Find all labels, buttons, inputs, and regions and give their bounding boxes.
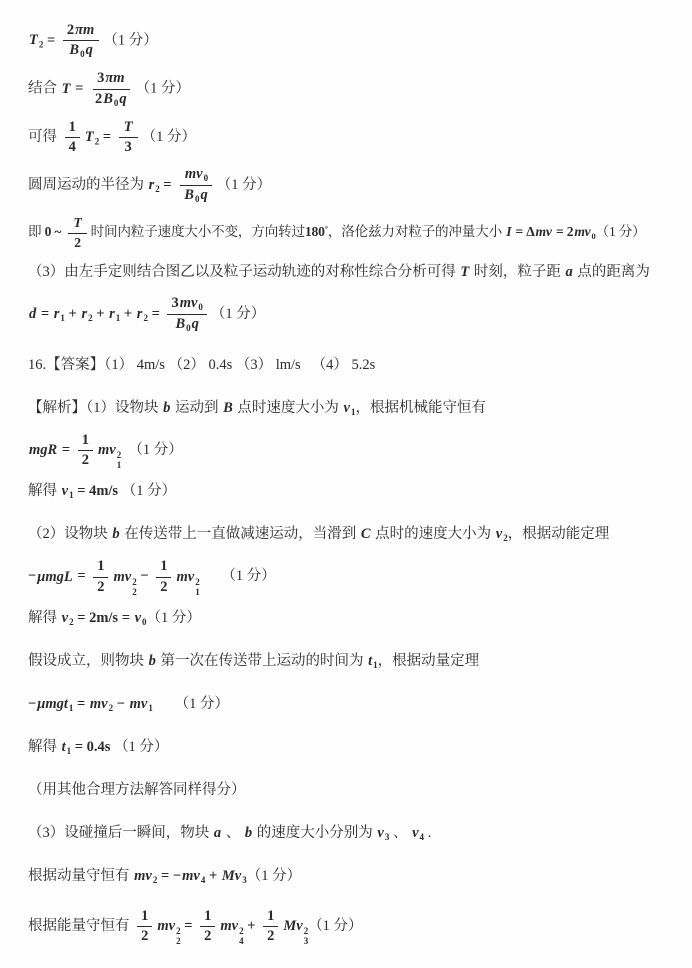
fraction: $\frac{3mv_0}{B_0q}$ — [167, 295, 206, 334]
fraction: $\frac{T}{2}$ — [68, 215, 86, 251]
fraction: $\frac{mv_0}{B_0q}$ — [179, 166, 212, 205]
formula-momentum-conservation: 根据动量守恒有 $mv_2 = -mv_4 + Mv_3(1$ 分） — [28, 867, 302, 885]
formula-distance-d: $d = r_1 + r_2 + r_1 + r_2$ = $\frac{3mv_0}{B_0q}$ （1 分） — [29, 295, 266, 334]
fraction: $\frac{1}{2}$ — [263, 908, 278, 946]
formula-momentum-theorem: $-\mu mgt_1 = mv_2 - mv_1$ （1 分） — [28, 696, 229, 714]
fraction: $\frac{1}{2}$ — [137, 908, 152, 946]
fraction: $\frac{1}{2}$ — [93, 558, 108, 596]
formula-mechanical-energy: mgR = $\frac{1}{2}$ mv 2 1 （1 分） — [29, 431, 183, 470]
text-assumption: 假设成立，则物块 b 第一次在传送带上运动的时间为 $t_1$，根据动量定理 — [28, 653, 480, 671]
q16-analysis-part1-intro: 【解析】（1）设物块 b 运动到 B 点时速度大小为 $v_1$，根据机械能守恒有 — [28, 399, 486, 417]
formula-period-t2: $T_2$ = $\frac{2\pi m}{B_0q}$ （1 分） — [29, 22, 158, 60]
fraction: $\frac{1}{2}$ — [156, 558, 171, 596]
formula-radius-r2: 圆周运动的半径为 $r_2$ = $\frac{mv_0}{B_0q}$ （1 分） — [28, 166, 272, 205]
q16-answer-line: 16.【答案】（1） 4m/s （2） 0.4s （3） lm/s （4） 5.2s — [28, 357, 376, 374]
fraction: $\frac{2\pi m}{B_0q}$ — [63, 22, 99, 60]
fraction: $\frac{1}{4}$ — [65, 119, 80, 157]
fraction: $\frac{1}{2}$ — [78, 432, 93, 470]
text-part2-intro: （2）设物块 b 在传送带上一直做减速运动，当滑到 C 点时的速度大小为 $v_2$，根据动能定理 — [28, 526, 610, 544]
fraction: $\frac{T}{3}$ — [119, 119, 138, 157]
formula-energy-conservation: 根据能量守恒有 $\frac{1}{2}$ mv 2 2 = $\frac{1}{2}$ mv 2 4 + $\frac{1}{2}$ Mv 2 3 （1 分） — [28, 907, 363, 946]
fraction: $\frac{3\pi m}{2B_0q}$ — [91, 70, 132, 108]
note-alternative-method: （用其他合理方法解答同样得分） — [28, 782, 246, 799]
result-t1: 解得 $t_1 = 0.4s$ （1 分） — [28, 739, 169, 757]
result-v2: 解得 $v_2 = 2m/s = v_0(1$ 分） — [28, 609, 201, 628]
formula-quarter-t2: 可得 $\frac{1}{4}$ $T_2$ = $\frac{T}{3}$ （1 分） — [28, 118, 196, 156]
formula-combined-period: 结合 T = $\frac{3\pi m}{2B_0q}$ （1 分） — [28, 70, 191, 108]
fraction: $\frac{1}{2}$ — [200, 908, 215, 946]
formula-work-energy-theorem: −μmgL = $\frac{1}{2}$ mv 2 2 − $\frac{1}{2}$ mv 2 1 （1 分） — [28, 558, 276, 597]
result-v1: 解得 $v_1 = 4m/s$ （1 分） — [28, 483, 177, 501]
text-impulse-statement: 即 0 ~ $\frac{T}{2}$ 时间内粒子速度大小不变，方向转过180°，洛伦兹力对粒子的冲量大小 $I = \Delta mv = 2mv_0(1$ 分） — [28, 215, 646, 250]
text-part3-collision-intro: （3）设碰撞后一瞬间，物块 a 、 b 的速度大小分别为 $v_3$ 、 $v_4$ . — [28, 824, 432, 842]
text-part3-intro: （3）由左手定则结合图乙以及粒子运动轨迹的对称性综合分析可得 T 时刻，粒子距 a 点的距离为 — [28, 263, 650, 280]
